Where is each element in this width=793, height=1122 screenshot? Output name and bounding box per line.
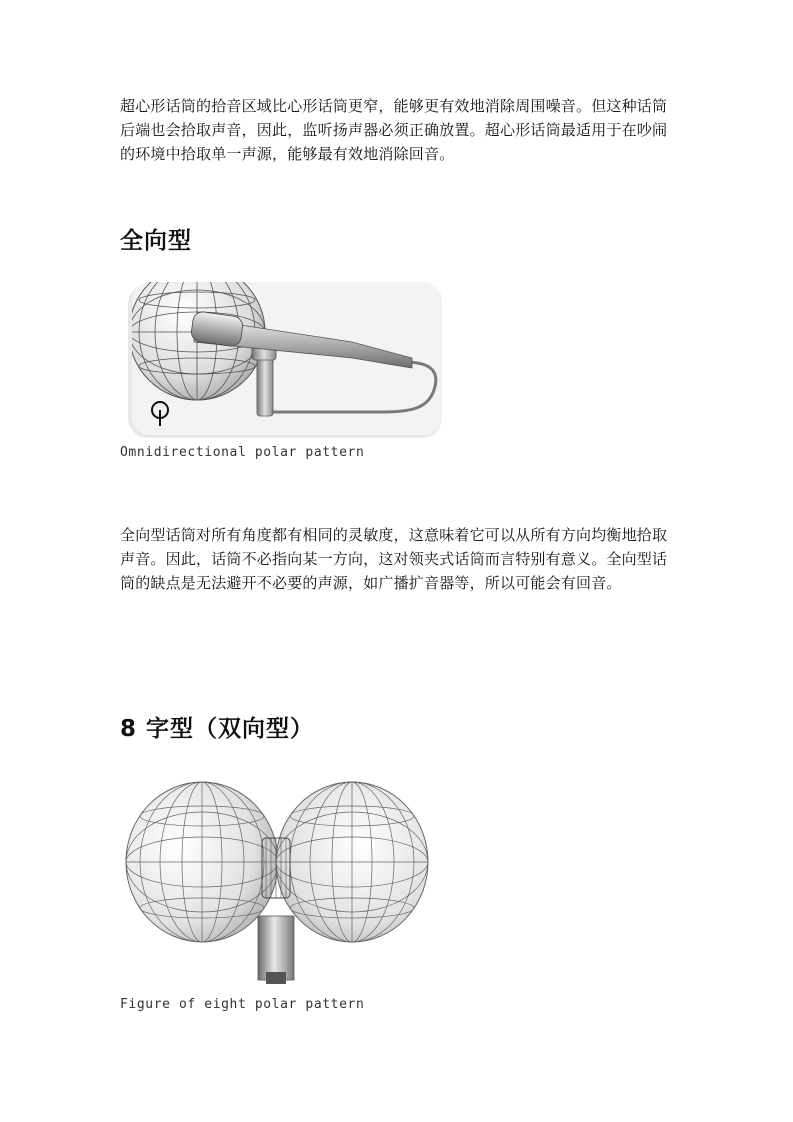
paragraph-supercardioid: 超心形话筒的拾音区域比心形话筒更窄，能够更有效地消除周围噪音。但这种话筒后端也会拾取声音，因此，监听扬声器必须正确放置。超心形话筒最适用于在吵闹的环境中拾取单一声源，能够最有效地消除回音。 xyxy=(120,97,668,163)
figure-caption-figure-of-eight: Figure of eight polar pattern xyxy=(120,997,365,1012)
figure-caption-omnidirectional: Omnidirectional polar pattern xyxy=(120,445,365,460)
omnidirectional-figure xyxy=(122,280,444,440)
heading-figure-of-eight: 8 字型（双向型） xyxy=(120,716,315,742)
figure-of-eight-figure xyxy=(120,776,432,988)
paragraph-omnidirectional: 全向型话筒对所有角度都有相同的灵敏度，这意味着它可以从所有方向均衡地拾取声音。因此，话筒不必指向某一方向，这对领夹式话筒而言特别有意义。全向型话筒的缺点是无法避开不必要的声源，如广播扩音器等，所以可能会有回音。 xyxy=(120,526,668,592)
heading-omnidirectional: 全向型 xyxy=(120,228,192,254)
